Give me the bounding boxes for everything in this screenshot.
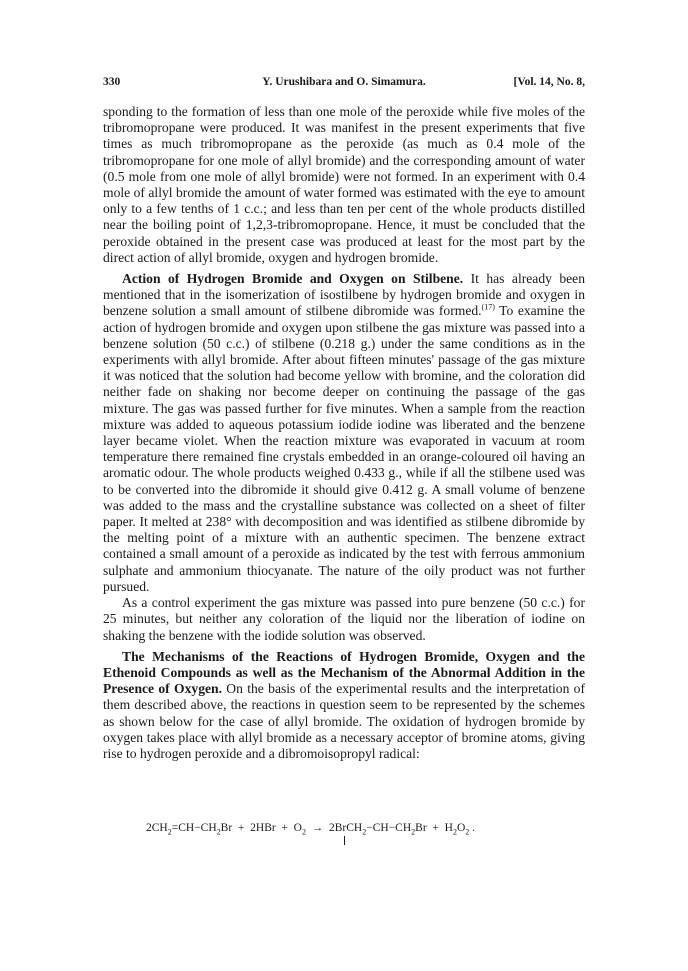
paragraph-stilbene: [103, 271, 585, 595]
eq-sub: 2: [411, 827, 416, 837]
paragraph-text: It has already been mentioned that in the isomerization of isostilbene by hydrogen bromide and oxygen in benzene solution a small amount of stilbene dibromide was formed.: [103, 271, 586, 319]
paragraph-continuation: [103, 104, 585, 266]
paragraph-text: As a control experiment the gas mixture was passed into pure benzene (50 c.c.) for 25 minutes, but neither any coloration of the liquid nor the liberation of iodine on shaking the benzene with the iodide solution was observed.: [103, 595, 585, 643]
page-number: 330: [103, 76, 121, 88]
eq-part: .: [469, 822, 476, 834]
chemical-equation: [146, 822, 566, 836]
section-heading-stilbene: Action of Hydrogen Bromide and Oxygen on Stilbene.: [122, 271, 464, 287]
running-head: [103, 76, 585, 92]
eq-part: Br + H: [415, 822, 453, 834]
reference-marker: (17): [481, 302, 495, 312]
running-head-authors: Y. Urushibara and O. Simamura.: [262, 76, 426, 88]
eq-sub: 2: [465, 827, 470, 837]
eq-part: −CH−CH: [366, 822, 412, 834]
eq-part: =CH−CH: [171, 822, 217, 834]
eq-sub: 2: [216, 827, 221, 837]
paragraph-control: [103, 595, 585, 644]
eq-part: Br + 2HBr + O: [220, 822, 302, 834]
article-body: [103, 104, 585, 762]
paragraph-text: sponding to the formation of less than one mole of the peroxide while five moles of the tribromopropane were produced. It was manifest in the present experiments that five times as much tribromopropane as the peroxide (as much as 0.4 mole of the tribromopropane for one mole of allyl bromide) and the corresponding amount of water (0.5 mole from one mole of allyl bromide) were not formed. In an experiment with 0.4 mole of allyl bromide the amount of water formed was estimated with the eye to amount only to a few tenths of 1 c.c.; and less than ten per cent of the whole products distilled near the boiling point of 1,2,3-tribromopropane. Hence, it must be concluded that the peroxide obtained in the present case was produced at least for the most part by the direct action of allyl bromide, oxygen and hydrogen bromide.: [103, 104, 585, 265]
eq-sub: 2: [452, 827, 457, 837]
eq-part: 2BrCH: [329, 822, 363, 834]
paragraph-mechanisms: [103, 649, 585, 762]
paragraph-text: On the basis of the experimental results and the interpretation of them described above, the reactions in question seem to be represented by the schemes as shown below for the case of allyl bromide. The oxidation of hydrogen bromide by oxygen takes place with allyl bromide as a necessary acceptor of bromine atoms, giving rise to hydrogen peroxide and a dibromoisopropyl radical:: [103, 681, 585, 761]
running-head-volume: [Vol. 14, No. 8,: [513, 76, 585, 88]
eq-part: O: [456, 822, 466, 834]
section-heading-mechanisms: The Mechanisms of the Reactions of Hydrogen Bromide, Oxygen and the Ethenoid Compounds as well as the Mechanism of the Abnormal Addition in the Presence of Oxygen.: [103, 648, 585, 697]
eq-arrow: →: [306, 822, 329, 834]
eq-sub: 2: [362, 827, 367, 837]
paragraph-text: To examine the action of hydrogen bromide and oxygen upon stilbene the gas mixture was passed into a benzene solution (50 c.c.) of stilbene (0.218 g.) under the same conditions as in the experiments with allyl bromide. After about fifteen minutes' passage of the gas mixture it was noticed that the solution had become yellow with bromine, and the coloration did neither fade on shaking nor become deeper on continuing the passage of the gas mixture. The gas was passed further for five minutes. When a sample from the reaction mixture was added to aqueous potassium iodide iodine was liberated and the benzene layer became violet. When the reaction mixture was evaporated in vacuum at room temperature there remained fine crystals embedded in an orange-coloured oil having an aromatic odour. The whole products weighed 0.433 g., while if all the stilbene used was to be converted into the dibromide it should give 0.412 g. A small volume of benzene was added to the mass and the crystalline substance was collected on a sheet of filter paper. It melted at 238° with decomposition and was identified as stilbene dibromide by the melting point of a mixture with an authentic specimen. The benzene extract contained a small amount of a peroxide as indicated by the test with ferrous ammonium sulphate and ammonium thiocyanate. The nature of the oily product was not further pursued.: [103, 303, 585, 594]
eq-part: 2CH: [146, 822, 168, 834]
eq-sub: 2: [167, 827, 172, 837]
eq-sub: 2: [302, 827, 306, 837]
radical-bond-line: [344, 836, 345, 845]
